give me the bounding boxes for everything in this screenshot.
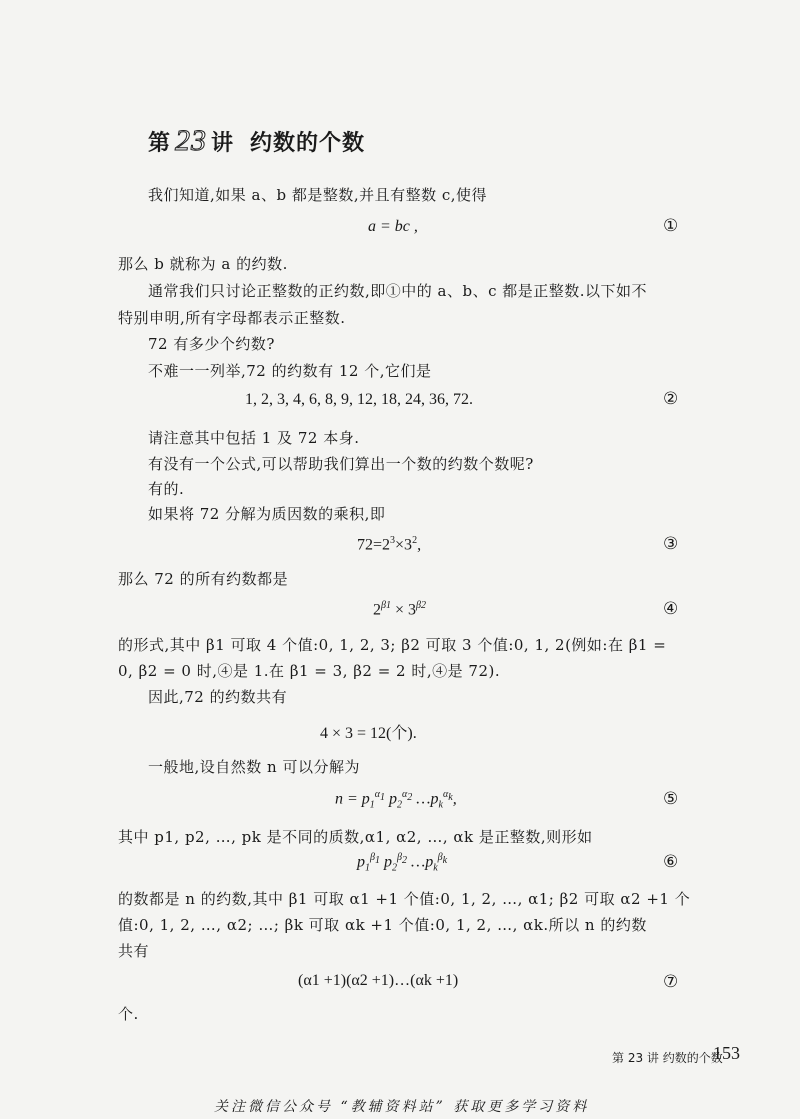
paragraph: 那么 72 的所有约数都是 — [118, 570, 289, 588]
equation-7: $p_1^{\beta_1}$ $p_2^{\beta_2}$ $\dots p_k^{\beta_k}$ — [357, 852, 448, 874]
paragraph: 如果将 72 分解为质因数的乘积,即 — [148, 505, 386, 523]
paragraph: 的数都是 n 的约数,其中 β1 可取 α1 +1 个值:0, 1, 2, …, α1; β2 可取 α2 +1 个 — [118, 890, 691, 908]
equation-3: $72=2^3\times 3^2$, — [357, 535, 422, 554]
running-footer: 第 23 讲 约数的个数 — [612, 1051, 723, 1065]
paragraph: 其中 p1, p2, …, pk 是不同的质数,α1, α2, …, αk 是正整数,则形如 — [118, 828, 593, 846]
paragraph: 有的. — [148, 480, 185, 498]
paragraph: 通常我们只讨论正整数的正约数,即①中的 a、b、c 都是正整数.以下如不 — [148, 282, 648, 300]
equation-2: 1, 2, 3, 4, 6, 8, 9, 12, 18, 24, 36, 72. — [245, 391, 473, 408]
paragraph: 请注意其中包括 1 及 72 本身. — [148, 429, 360, 447]
equation-marker: ② — [663, 389, 679, 409]
paragraph: 的形式,其中 β1 可取 4 个值:0, 1, 2, 3; β2 可取 3 个值:0, 1, 2(例如:在 β1 = — [118, 636, 667, 654]
paragraph: 那么 b 就称为 a 的约数. — [118, 255, 288, 273]
paragraph: 不难一一列举,72 的约数有 12 个,它们是 — [148, 362, 432, 380]
paragraph: 值:0, 1, 2, …, α2; …; βk 可取 αk +1 个值:0, 1, 2, …, αk.所以 n 的约数 — [118, 916, 647, 934]
title-number: 23 — [175, 124, 208, 157]
page-number: 153 — [713, 1043, 740, 1063]
equation-4: $2^{\beta 1} \times 3^{\beta 2}$ — [373, 600, 426, 619]
promo-watermark: 关注微信公众号 “教辅资料站” 获取更多学习资料 — [214, 1099, 590, 1115]
paragraph: 有没有一个公式,可以帮助我们算出一个数的约数个数呢? — [148, 455, 534, 473]
equation-marker: ⑦ — [663, 972, 679, 992]
title-suffix: 讲 — [211, 131, 235, 156]
paragraph: 一般地,设自然数 n 可以分解为 — [148, 758, 360, 776]
equation-marker: ① — [663, 216, 679, 236]
chapter-title — [148, 124, 365, 158]
paragraph: 个. — [118, 1005, 139, 1023]
equation-marker: ③ — [663, 534, 679, 554]
paragraph: 特别申明,所有字母都表示正整数. — [118, 309, 346, 327]
paragraph: 72 有多少个约数? — [148, 335, 275, 353]
equation-marker: ⑥ — [663, 852, 679, 872]
equation-6: $n = p_1^{\alpha_1}$ $p_2^{\alpha_2}$ $\dots p_k^{\alpha_k}$, — [335, 789, 457, 811]
equation-8: (α1 +1)(α2 +1)…(αk +1) — [298, 972, 459, 989]
title-prefix: 第 — [148, 131, 172, 156]
paragraph: 因此,72 的约数共有 — [148, 688, 288, 706]
paragraph: 我们知道,如果 a、b 都是整数,并且有整数 c,使得 — [148, 186, 488, 204]
equation-marker: ⑤ — [663, 789, 679, 809]
equation-marker: ④ — [663, 599, 679, 619]
paragraph: 0, β2 = 0 时,④是 1.在 β1 = 3, β2 = 2 时,④是 72). — [118, 662, 501, 680]
equation-1: a = bc , — [368, 218, 418, 235]
paragraph: 共有 — [118, 942, 150, 960]
equation-5: 4 × 3 = 12(个). — [320, 725, 417, 742]
title-name: 约数的个数 — [250, 131, 366, 156]
